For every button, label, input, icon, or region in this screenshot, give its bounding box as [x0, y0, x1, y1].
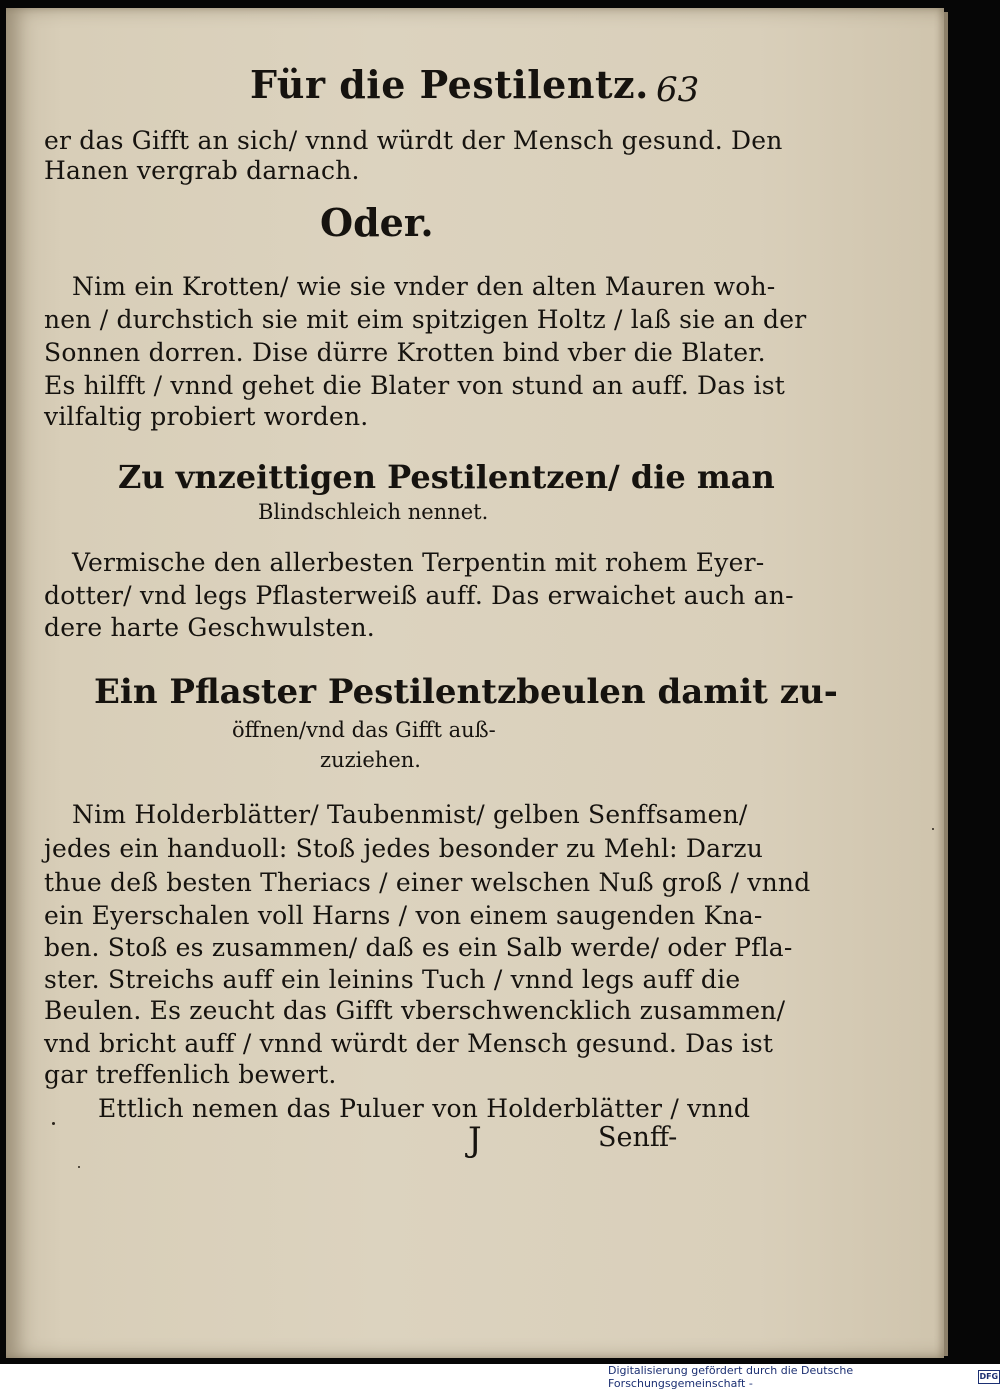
- body-line: vnd bricht auff / vnnd würdt der Mensch gesund. Das ist: [44, 1029, 774, 1058]
- body-line: Vermische den allerbesten Terpentin mit rohem Eyer-: [72, 548, 765, 577]
- body-line: Nim Holderblätter/ Taubenmist/ gelben Senffsamen/: [72, 800, 748, 829]
- section-heading-unzeittig: Zu vnzeittigen Pestilentzen/ die man: [118, 458, 775, 496]
- body-line: jedes ein handuoll: Stoß jedes besonder zu Mehl: Darzu: [44, 834, 764, 863]
- body-line: dotter/ vnd legs Pflasterweiß auff. Das erwaichet auch an-: [44, 581, 794, 610]
- page-number: 63: [656, 70, 700, 110]
- running-title: Für die Pestilentz.: [250, 62, 649, 107]
- body-line: nen / durchstich sie mit eim spitzigen Holtz / laß sie an der: [44, 305, 807, 334]
- body-line: Es hilfft / vnnd gehet die Blater von stund an auff. Das ist: [44, 371, 786, 400]
- body-line: dere harte Geschwulsten.: [44, 613, 375, 642]
- ink-speck: [52, 1122, 55, 1125]
- ink-speck: [932, 828, 934, 830]
- catchword: Senff-: [598, 1122, 678, 1153]
- section-subheading-pflaster: zuziehen.: [320, 748, 421, 772]
- body-line: vilfaltig probiert worden.: [44, 402, 369, 431]
- section-heading-pflaster: Ein Pflaster Pestilentzbeulen damit zu-: [94, 672, 838, 712]
- body-line: er das Gifft an sich/ vnnd würdt der Mensch gesund. Den: [44, 126, 783, 155]
- signature-mark: J: [468, 1120, 482, 1160]
- body-line: gar treffenlich bewert.: [44, 1060, 337, 1089]
- body-line: ben. Stoß es zusammen/ daß es ein Salb werde/ oder Pfla-: [44, 933, 793, 962]
- section-heading-oder: Oder.: [320, 200, 434, 245]
- body-line: Hanen vergrab darnach.: [44, 156, 360, 185]
- footer: [608, 1364, 1000, 1390]
- dfg-logo: DFG: [978, 1370, 1000, 1384]
- body-line: Nim ein Krotten/ wie sie vnder den alten Mauren woh-: [72, 272, 776, 301]
- body-line: ster. Streichs auff ein leinins Tuch / vnnd legs auff die: [44, 965, 741, 994]
- body-line: thue deß besten Theriacs / einer welschen Nuß groß / vnnd: [44, 868, 811, 897]
- body-line: ein Eyerschalen voll Harns / von einem saugenden Kna-: [44, 901, 763, 930]
- footer-text: Digitalisierung gefördert durch die Deutsche Forschungsgemeinschaft -: [608, 1364, 854, 1390]
- section-subheading-unzeittig: Blindschleich nennet.: [258, 500, 489, 524]
- body-line: Beulen. Es zeucht das Gifft vberschwencklich zusammen/: [44, 996, 786, 1025]
- ink-speck: [78, 1166, 80, 1168]
- body-line: Sonnen dorren. Dise dürre Krotten bind vber die Blater.: [44, 338, 766, 367]
- body-line: Ettlich nemen das Puluer von Holderblätter / vnnd: [98, 1094, 751, 1123]
- page-edge: [944, 12, 948, 1356]
- section-subheading-pflaster: öffnen/vnd das Gifft auß-: [232, 718, 496, 742]
